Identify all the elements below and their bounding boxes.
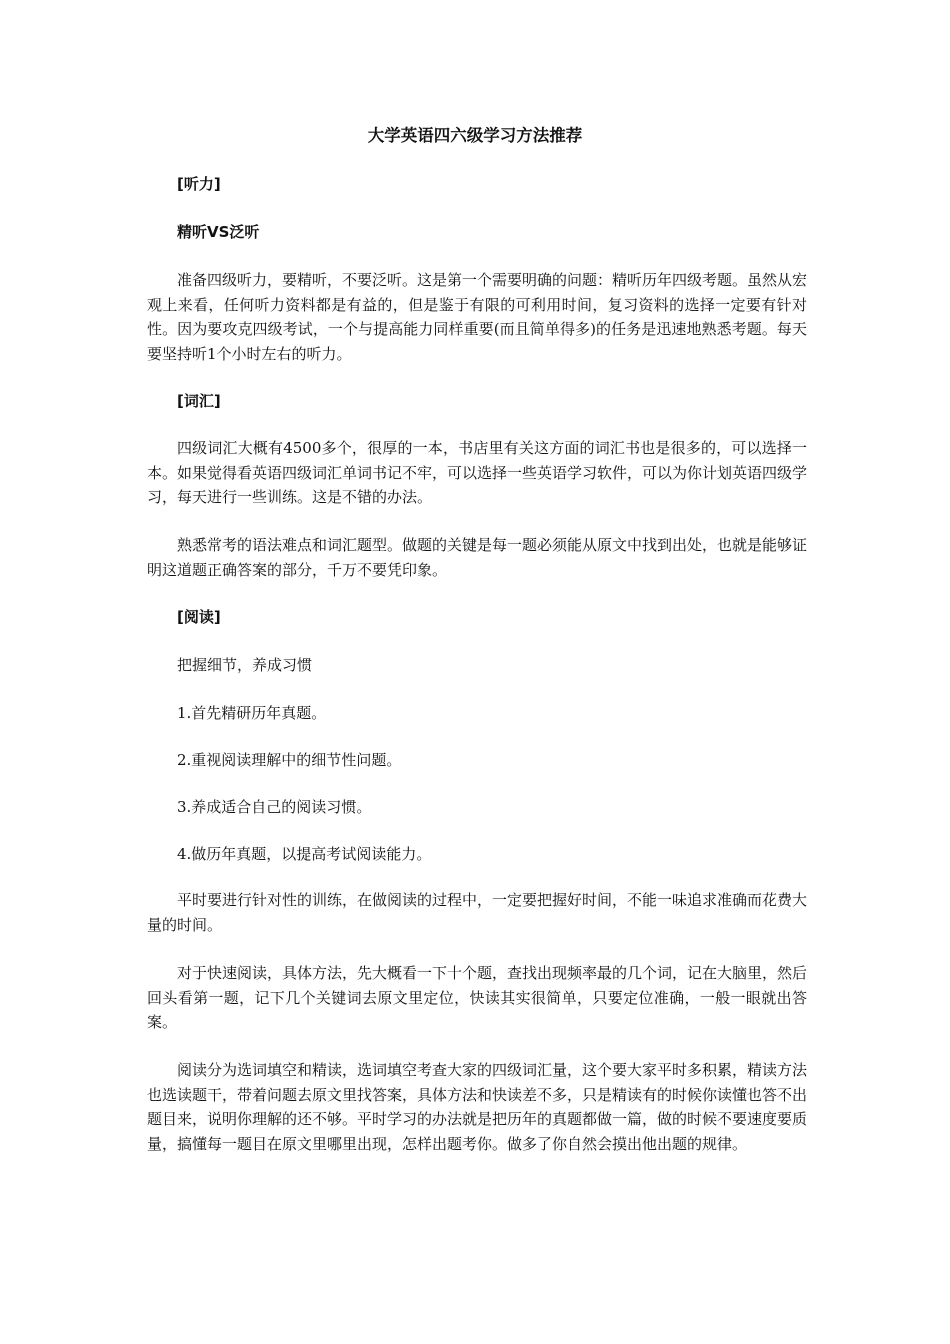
paragraph-vocabulary-1: 四级词汇大概有4500多个，很厚的一本，书店里有关这方面的词汇书也是很多的，可以选择一本。如果觉得看英语四级词汇单词书记不牢，可以选择一些英语学习软件，可以为你计划英语四级学习，每天进行一些训练。这是不错的办法。 bbox=[147, 439, 808, 506]
reading-list-item-2: 2.重视阅读理解中的细节性问题。 bbox=[177, 751, 402, 769]
section-heading-vocabulary: [词汇] bbox=[177, 392, 221, 410]
paragraph-listening: 准备四级听力，要精听，不要泛听。这是第一个需要明确的问题：精听历年四级考题。虽然从宏观上来看，任何听力资料都是有益的，但是鉴于有限的可利用时间，复习资料的选择一定要有针对性。因为要攻克四级考试，一个与提高能力同样重要(而且简单得多)的任务是迅速地熟悉考题。每天要坚持听1个小时左右的听力。 bbox=[147, 271, 808, 363]
paragraph-reading-3: 阅读分为选词填空和精读，选词填空考查大家的四级词汇量，这个要大家平时多积累，精读方法也选读题干，带着问题去原文里找答案，具体方法和快读差不多，只是精读有的时候你读懂也答不出题目来，说明你理解的还不够。平时学习的办法就是把历年的真题都做一篇，做的时候不要速度要质量，搞懂每一题目在原文里哪里出现，怎样出题考你。做多了你自然会摸出他出题的规律。 bbox=[147, 1061, 808, 1153]
paragraph-vocabulary-2: 熟悉常考的语法难点和词汇题型。做题的关键是每一题必须能从原文中找到出处，也就是能够证明这道题正确答案的部分，千万不要凭印象。 bbox=[147, 536, 808, 579]
subheading-listening: 精听VS泛听 bbox=[177, 223, 260, 241]
reading-intro: 把握细节，养成习惯 bbox=[177, 656, 313, 674]
reading-list-item-4: 4.做历年真题，以提高考试阅读能力。 bbox=[177, 845, 432, 863]
paragraph-reading-1: 平时要进行针对性的训练，在做阅读的过程中，一定要把握好时间，不能一味追求准确而花费大量的时间。 bbox=[147, 891, 808, 934]
paragraph-reading-2: 对于快速阅读，具体方法，先大概看一下十个题，查找出现频率最的几个词，记在大脑里，然后回头看第一题，记下几个关键词去原文里定位，快读其实很简单，只要定位准确，一般一眼就出答案。 bbox=[147, 964, 808, 1031]
section-heading-listening: [听力] bbox=[177, 175, 221, 193]
reading-list-item-3: 3.养成适合自己的阅读习惯。 bbox=[177, 798, 372, 816]
section-heading-reading: [阅读] bbox=[177, 608, 221, 626]
reading-list-item-1: 1.首先精研历年真题。 bbox=[177, 704, 327, 722]
document-title: 大学英语四六级学习方法推荐 bbox=[367, 126, 583, 145]
